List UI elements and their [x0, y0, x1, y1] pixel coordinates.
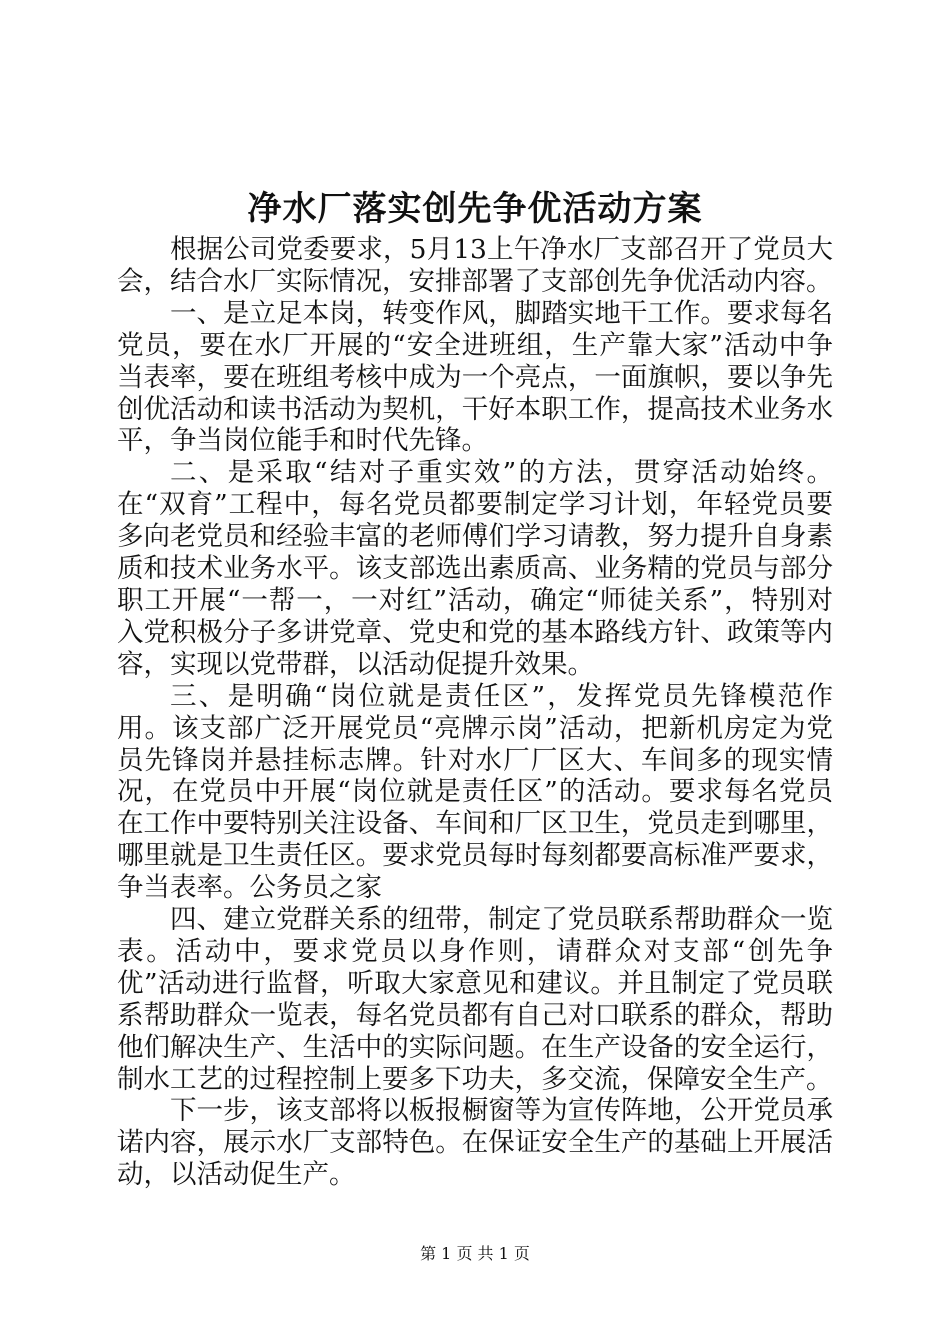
- document-title: 净水厂落实创先争优活动方案: [247, 189, 703, 229]
- document-body: [117, 234, 833, 1191]
- paragraph-intro: 根据公司党委要求，5月13上午净水厂支部召开了党员大会，结合水厂实际情况，安排部署了支部创先争优活动内容。: [117, 234, 833, 297]
- paragraph-item-2: 二、是采取“结对子重实效”的方法，贯穿活动始终。在“双育”工程中，每名党员都要制定学习计划，年轻党员要多向老党员和经验丰富的老师傅们学习请教，努力提升自身素质和技术业务水平。该支部选出素质高、业务精的党员与部分职工开展“一帮一，一对红”活动，确定“师徒关系”，特别对入党积极分子多讲党章、党史和党的基本路线方针、政策等内容，实现以党带群，以活动促提升效果。: [117, 457, 833, 680]
- paragraph-next-steps: 下一步，该支部将以板报橱窗等为宣传阵地，公开党员承诺内容，展示水厂支部特色。在保证安全生产的基础上开展活动，以活动促生产。: [117, 1095, 833, 1191]
- paragraph-item-1: 一、是立足本岗，转变作风，脚踏实地干工作。要求每名党员，要在水厂开展的“安全进班组，生产靠大家”活动中争当表率，要在班组考核中成为一个亮点，一面旗帜，要以争先创优活动和读书活动为契机，干好本职工作，提高技术业务水平，争当岗位能手和时代先锋。: [117, 297, 833, 457]
- paragraph-item-4: 四、建立党群关系的纽带，制定了党员联系帮助群众一览表。活动中，要求党员以身作则，请群众对支部“创先争优”活动进行监督，听取大家意见和建议。并且制定了党员联系帮助群众一览表，每名党员都有自己对口联系的群众，帮助他们解决生产、生活中的实际问题。在生产设备的安全运行，制水工艺的过程控制上要多下功夫，多交流，保障安全生产。: [117, 904, 833, 1095]
- page-number-footer: 第 1 页 共 1 页: [420, 1244, 530, 1263]
- paragraph-item-3: 三、是明确“岗位就是责任区”，发挥党员先锋模范作用。该支部广泛开展党员“亮牌示岗”活动，把新机房定为党员先锋岗并悬挂标志牌。针对水厂厂区大、车间多的现实情况，在党员中开展“岗位就是责任区”的活动。要求每名党员在工作中要特别关注设备、车间和厂区卫生，党员走到哪里，哪里就是卫生责任区。要求党员每时每刻都要高标准严要求，争当表率。公务员之家: [117, 680, 833, 904]
